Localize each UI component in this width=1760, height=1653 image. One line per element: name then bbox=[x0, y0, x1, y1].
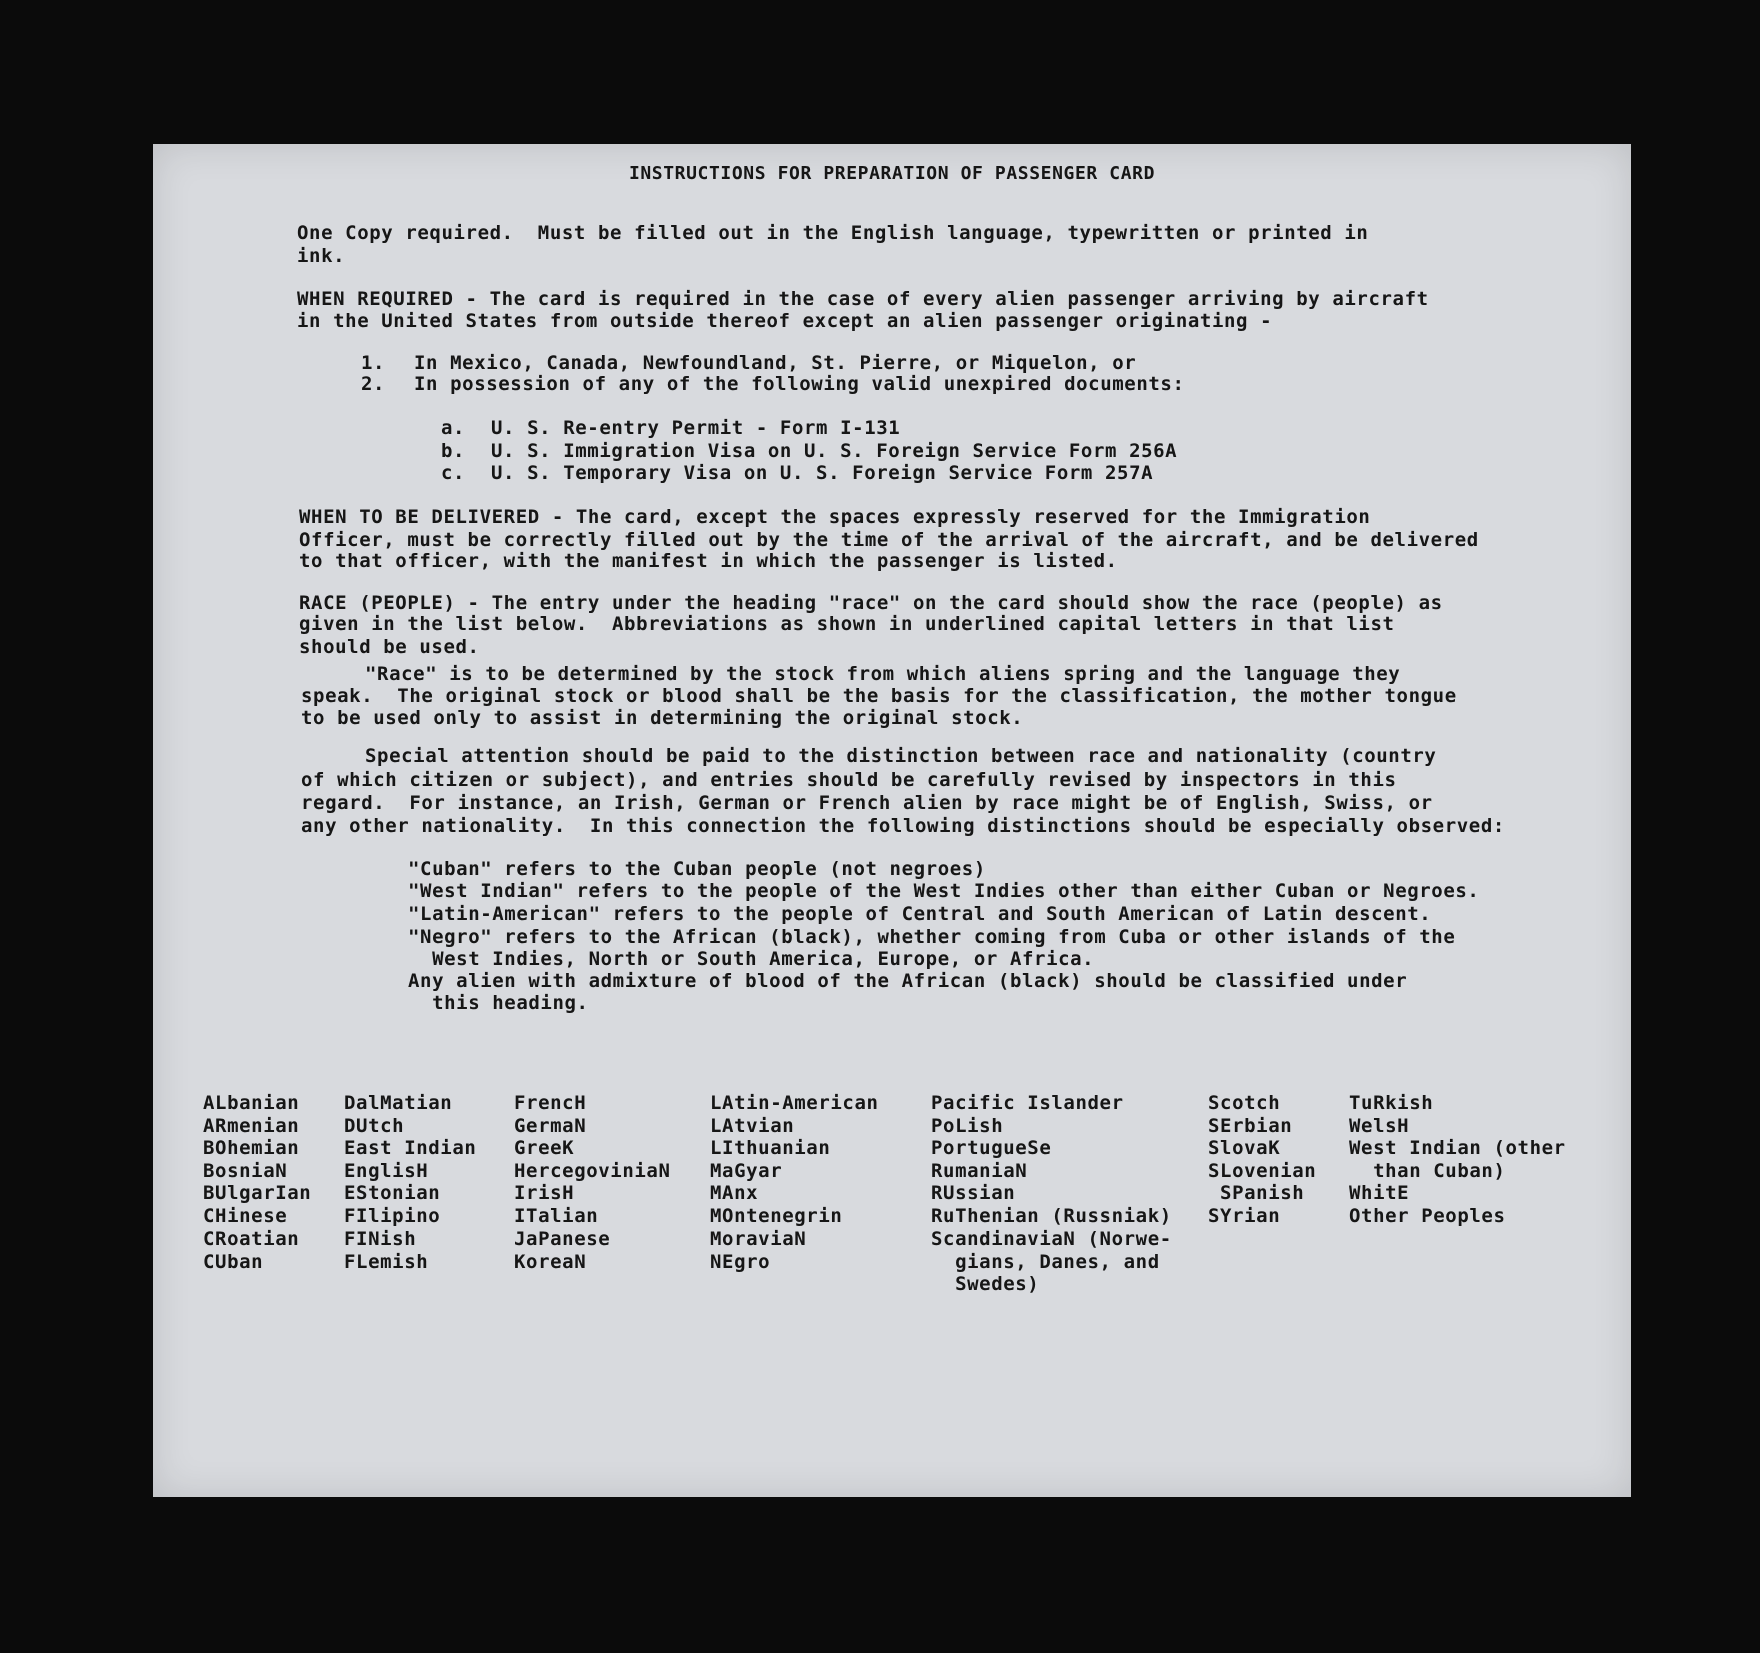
race-item: ScandinaviaN (Norwe- bbox=[931, 1228, 1172, 1250]
race-item: DUtch bbox=[344, 1115, 405, 1137]
item-text: In possession of any of the following valid unexpired documents: bbox=[414, 373, 1185, 395]
distinction-line-1: "Cuban" refers to the Cuban people (not negroes) bbox=[408, 858, 986, 880]
distinction-line-3: "Latin-American" refers to the people of Central and South American of Latin descent. bbox=[408, 903, 1432, 925]
when-required-line-2: in the United States from outside thereof except an alien passenger originating - bbox=[297, 310, 1273, 332]
subitem-letter: c. bbox=[441, 462, 466, 484]
race-item: Other Peoples bbox=[1349, 1205, 1506, 1227]
race-item: RuThenian (Russniak) bbox=[931, 1205, 1172, 1227]
race-item: gians, Danes, and bbox=[931, 1251, 1160, 1273]
race-line-1: RACE (PEOPLE) - The entry under the heading "race" on the card should show the race (people) as bbox=[299, 592, 1443, 614]
intro-line-1: One Copy required. Must be filled out in the English language, typewritten or printed in bbox=[297, 222, 1369, 244]
distinction-line-7: this heading. bbox=[408, 992, 589, 1014]
distinction-line-5: West Indies, North or South America, Europe, or Africa. bbox=[408, 948, 1095, 970]
race-item: CUban bbox=[203, 1251, 264, 1273]
race-item: GermaN bbox=[514, 1115, 587, 1137]
race-item: Pacific Islander bbox=[931, 1092, 1124, 1114]
race-item: JaPanese bbox=[514, 1228, 611, 1250]
race-def-line-3: to be used only to assist in determining the original stock. bbox=[301, 707, 1024, 729]
race-item: MoraviaN bbox=[710, 1228, 807, 1250]
race-item: GreeK bbox=[514, 1137, 575, 1159]
race-item: SLovenian bbox=[1208, 1160, 1317, 1182]
race-item: ITalian bbox=[514, 1205, 599, 1227]
special-line-1: Special attention should be paid to the distinction between race and nationality (country bbox=[365, 745, 1437, 767]
race-item: MaGyar bbox=[710, 1160, 783, 1182]
page-title: INSTRUCTIONS FOR PREPARATION OF PASSENGER CARD bbox=[628, 163, 1156, 184]
race-item: SPanish bbox=[1208, 1182, 1305, 1204]
race-line-2: given in the list below. Abbreviations as shown in underlined capital letters in that list bbox=[299, 613, 1395, 635]
special-line-2: of which citizen or subject), and entries should be carefully revised by inspectors in this bbox=[301, 769, 1397, 791]
subitem-text: U. S. Re-entry Permit - Form I-131 bbox=[491, 417, 901, 439]
when-delivered-line-1: WHEN TO BE DELIVERED - The card, except the spaces expressly reserved for the Immigration bbox=[299, 506, 1371, 528]
race-item: TuRkish bbox=[1349, 1092, 1434, 1114]
race-item: NEgro bbox=[710, 1251, 771, 1273]
race-item: WelsH bbox=[1349, 1115, 1410, 1137]
race-item: Swedes) bbox=[931, 1273, 1040, 1295]
race-item: PoLish bbox=[931, 1115, 1004, 1137]
race-item: DalMatian bbox=[344, 1092, 453, 1114]
race-item: EnglisH bbox=[344, 1160, 429, 1182]
race-item: FIlipino bbox=[344, 1205, 441, 1227]
race-item: West Indian (other bbox=[1349, 1137, 1566, 1159]
distinction-line-2: "West Indian" refers to the people of the West Indies other than either Cuban or Negroes. bbox=[408, 880, 1480, 902]
race-item: WhitE bbox=[1349, 1182, 1410, 1204]
distinction-line-6: Any alien with admixture of blood of the African (black) should be classified under bbox=[408, 970, 1408, 992]
race-item: LIthuanian bbox=[710, 1137, 831, 1159]
intro-line-2: ink. bbox=[297, 245, 346, 267]
subitem-text: U. S. Temporary Visa on U. S. Foreign Service Form 257A bbox=[491, 462, 1154, 484]
special-line-3: regard. For instance, an Irish, German or French alien by race might be of English, Swiss, or bbox=[301, 792, 1433, 814]
subitem-text: U. S. Immigration Visa on U. S. Foreign Service Form 256A bbox=[491, 440, 1178, 462]
race-item: LAtvian bbox=[710, 1115, 795, 1137]
race-item: CHinese bbox=[203, 1205, 288, 1227]
race-def-line-2: speak. The original stock or blood shall be the basis for the classification, the mother tongue bbox=[301, 685, 1457, 707]
race-item: East Indian bbox=[344, 1137, 477, 1159]
race-item: RumaniaN bbox=[931, 1160, 1028, 1182]
race-item: EStonian bbox=[344, 1182, 441, 1204]
when-delivered-line-2: Officer, must be correctly filled out by the time of the arrival of the aircraft, and be delivered bbox=[299, 529, 1479, 551]
item-number: 2. bbox=[361, 373, 386, 395]
distinction-line-4: "Negro" refers to the African (black), whether coming from Cuba or other islands of the bbox=[408, 926, 1456, 948]
race-item: FLemish bbox=[344, 1251, 429, 1273]
race-item: HercegoviniaN bbox=[514, 1160, 671, 1182]
race-item: BUlgarIan bbox=[203, 1182, 312, 1204]
race-item: FrencH bbox=[514, 1092, 587, 1114]
when-required-line-1: WHEN REQUIRED - The card is required in the case of every alien passenger arriving by aircraft bbox=[297, 288, 1429, 310]
race-item: Scotch bbox=[1208, 1092, 1281, 1114]
race-item: SErbian bbox=[1208, 1115, 1293, 1137]
race-item: CRoatian bbox=[203, 1228, 300, 1250]
race-item: IrisH bbox=[514, 1182, 575, 1204]
race-item: LAtin-American bbox=[710, 1092, 879, 1114]
when-delivered-line-3: to that officer, with the manifest in which the passenger is listed. bbox=[299, 550, 1118, 572]
item-number: 1. bbox=[361, 352, 386, 374]
race-item: PortugueSe bbox=[931, 1137, 1052, 1159]
race-item: BOhemian bbox=[203, 1137, 300, 1159]
subitem-letter: a. bbox=[441, 417, 466, 439]
race-def-line-1: "Race" is to be determined by the stock from which aliens spring and the language they bbox=[365, 663, 1401, 685]
race-item: KoreaN bbox=[514, 1251, 587, 1273]
race-item: than Cuban) bbox=[1349, 1160, 1506, 1182]
race-item: FINish bbox=[344, 1228, 417, 1250]
race-item: MAnx bbox=[710, 1182, 759, 1204]
subitem-letter: b. bbox=[441, 440, 466, 462]
race-item: BosniaN bbox=[203, 1160, 288, 1182]
race-item: ALbanian bbox=[203, 1092, 300, 1114]
special-line-4: any other nationality. In this connection the following distinctions should be especially observed: bbox=[301, 815, 1505, 837]
race-item: SYrian bbox=[1208, 1205, 1281, 1227]
race-item: RUssian bbox=[931, 1182, 1016, 1204]
race-item: ARmenian bbox=[203, 1115, 300, 1137]
race-line-3: should be used. bbox=[299, 636, 480, 658]
race-item: SlovaK bbox=[1208, 1137, 1281, 1159]
race-item: MOntenegrin bbox=[710, 1205, 843, 1227]
item-text: In Mexico, Canada, Newfoundland, St. Pierre, or Miquelon, or bbox=[414, 352, 1137, 374]
document-page bbox=[153, 144, 1631, 1497]
